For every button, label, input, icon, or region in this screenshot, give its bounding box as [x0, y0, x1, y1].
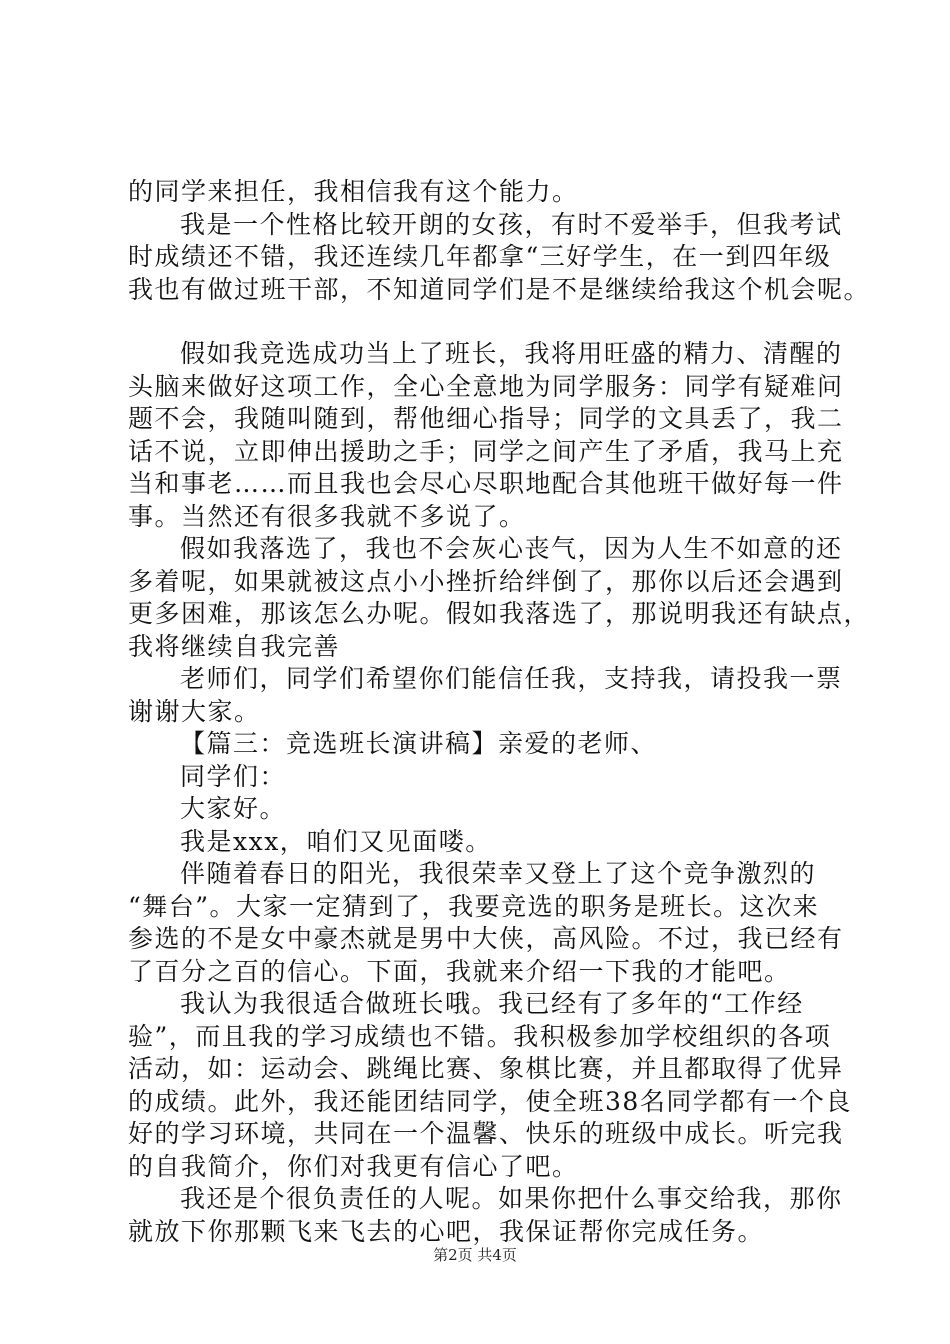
text-line: 时成绩还不错，我还连续几年都拿“三好学生，在一到四年级 [128, 242, 832, 271]
text-line: 事。当然还有很多我就不多说了。 [128, 501, 526, 531]
text-line: 我是一个性格比较开朗的女孩，有时不爱举手，但我考试 [180, 209, 843, 239]
paragraph-gap [128, 306, 858, 338]
text-line: 我是xxx，咱们又见面喽。 [180, 826, 492, 856]
page-number-footer: 第2页 共4页 [433, 1246, 517, 1264]
text-line: 我认为我很适合做班长哦。我已经有了多年的“工作经 [180, 989, 804, 1018]
text-line: 我也有做过班干部，不知道同学们是不是继续给我这个机会呢。 [128, 274, 871, 304]
text-line: 伴随着春日的阳光，我很荣幸又登上了这个竞争激烈的 [180, 859, 817, 888]
text-line: 大家好。 [180, 794, 287, 823]
document-body [128, 176, 871, 1248]
text-line: 就放下你那颗飞来飞去的心吧，我保证帮你完成任务。 [128, 1216, 765, 1246]
text-line: 老师们，同学们希望你们能信任我，支持我，请投我一票 [180, 664, 843, 693]
text-line: 题不会，我随叫随到，帮他细心指导；同学的文具丢了，我二 [128, 404, 844, 433]
text-line: 我将继续自我完善 [128, 631, 341, 661]
text-line: 的同学来担任，我相信我有这个能力。 [128, 177, 579, 206]
text-line: 假如我竞选成功当上了班长，我将用旺盛的精力、清醒的 [180, 339, 843, 368]
text-line: 参选的不是女中豪杰就是男中大侠，高风险。不过，我已经有 [128, 924, 844, 953]
text-line: 的自我简介，你们对我更有信心了吧。 [128, 1151, 579, 1181]
text-line: 活动，如：运动会、跳绳比赛、象棋比赛，并且都取得了优异 [128, 1054, 844, 1083]
text-line: 更多困难，那该怎么办呢。假如我落选了，那说明我还有缺点， [128, 599, 871, 628]
text-line: 的成绩。此外，我还能团结同学，使全班38名同学都有一个良 [128, 1086, 852, 1116]
text-line: 多着呢，如果就被这点小小挫折给绊倒了，那你以后还会遇到 [128, 566, 844, 596]
text-line: 话不说，立即伸出援助之手；同学之间产生了矛盾，我马上充 [128, 436, 844, 466]
text-line: 好的学习环境，共同在一个温馨、快乐的班级中成长。听完我 [128, 1119, 844, 1148]
text-line: 假如我落选了，我也不会灰心丧气，因为人生不如意的还 [180, 534, 843, 563]
section-heading: 【篇三：竞选班长演讲稿】亲爱的老师、 [180, 729, 658, 758]
text-line: 我还是个很负责任的人呢。如果你把什么事交给我，那你 [180, 1184, 843, 1213]
text-line: 了百分之百的信心。下面，我就来介绍一下我的才能吧。 [128, 956, 791, 986]
text-line: 谢谢大家。 [128, 696, 261, 726]
text-line: 验”，而且我的学习成绩也不错。我积极参加学校组织的各项 [128, 1021, 832, 1051]
text-line: 头脑来做好这项工作，全心全意地为同学服务：同学有疑难问 [128, 371, 844, 401]
text-line: 同学们： [180, 761, 287, 791]
text-line: 当和事老……而且我也会尽心尽职地配合其他班干做好每一件 [128, 469, 844, 498]
text-line: “舞台”。大家一定猜到了，我要竞选的职务是班长。这次来 [128, 891, 820, 921]
